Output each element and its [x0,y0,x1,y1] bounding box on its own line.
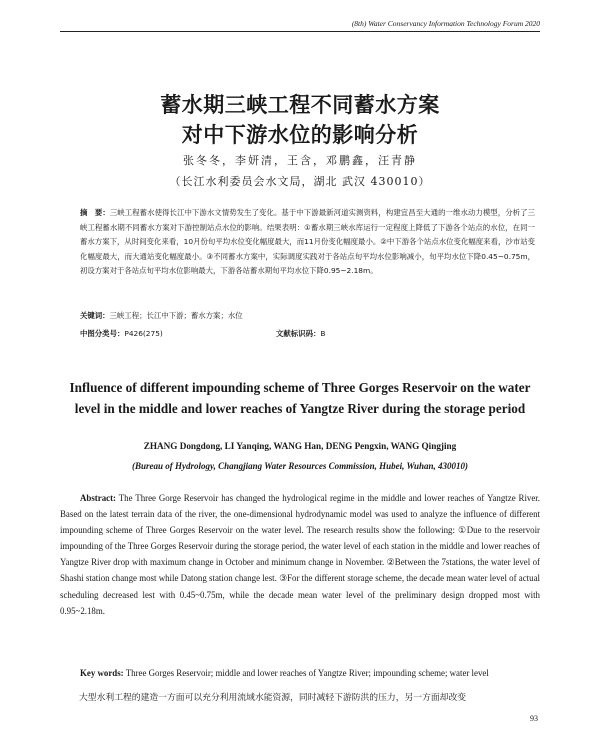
chinese-keywords-text: 三峡工程；长江中下游；蓄水方案；水位 [109,311,243,320]
document-code-label: 文献标识码： [276,329,321,338]
body-text-first-line: 大型水利工程的建造一方面可以充分利用流域水能资源，同时减轻下游防洪的压力，另一方面却改变 [79,693,467,703]
document-code-value: B [320,329,326,338]
chinese-affiliation: （长江水利委员会水文局，湖北 武汉 430010） [169,175,431,188]
english-keywords-label: Key words: [80,668,124,678]
chinese-abstract-text: 三峡工程蓄水使得长江中下游水文情势发生了变化。基于中下游最新河道实测资料，构建宜昌至大通的一维水动力模型，分析了三峡工程蓄水期不同蓄水方案对下游控制站点水位的影响。结果表明：①蓄水期三峡水库运行一定程度上降低了下游各个站点的水位，在同一蓄水方案下，从时间变化来看，10月份旬平均水位变化幅度最大，而11月份变化幅度最小。②中下游各个站点水位变化幅度来看，沙市站变化幅度最大，而大通站变化幅度最小。③不同蓄水方案中，实际调度实践对于各站点旬平均水位影响减小，旬平均水位下降0.45~0.75m，初设方案对于各站点旬平均水位影响最大，下游各站蓄水期旬平均水位下降0.95~2.18m。 [80,208,535,275]
chinese-abstract [80,206,535,279]
chinese-authors: 张冬冬，李妍清，王含，邓鹏鑫，汪青静 [183,154,417,167]
english-abstract [60,490,540,619]
chinese-keywords [80,310,243,321]
chinese-keywords-label: 关键词： [80,311,110,320]
page-number: 93 [530,714,538,723]
classification-value: P426(275) [124,329,163,338]
english-affiliation: (Bureau of Hydrology, Changjiang Water Resources Commission, Hubei, Wuhan, 430010) [132,461,468,471]
chinese-title-line-1: 蓄水期三峡工程不同蓄水方案 [160,93,440,117]
english-authors: ZHANG Dongdong, LI Yanqing, WANG Han, DENG Pengxin, WANG Qingjing [143,441,457,451]
document-code [276,328,325,339]
running-header: (8th) Water Conservancy Information Technology Forum 2020 [351,19,540,28]
chinese-abstract-label: 摘 要： [80,208,110,217]
chinese-classification [80,328,163,339]
header-divider [60,31,540,32]
classification-label: 中图分类号： [80,329,125,338]
english-abstract-text: The Three Gorge Reservoir has changed the hydrological regime in the middle and lower reaches of Yangtze River. Based on the latest terrain data of the river, the one-dimensional hydrodynamic model was used to analyze the influence of different impounding scheme of Three Gorges Reservoir on the water level. The research results show the following: ①Due to the reservoir impounding of the Three Gorges Reservoir during the storage period, the water level of each station in the middle and lower reaches of Yangtze River drop with maximum change in October and minimum change in November. ②Between the 7stations, the water level of Shashi station change most while Datong station change lest. ③For the different storage scheme, the decade mean water level of actual scheduling decreased lest with 0.45~0.75m, while the decade mean water level of the preliminary design dropped most with 0.95~2.18m. [60,493,540,616]
english-title: Influence of different impounding scheme of Three Gorges Reservoir on the water level in the middle and lower reaches of Yangtze River during the storage period [69,380,531,416]
english-keywords-text: Three Gorges Reservoir; middle and lower reaches of Yangtze River; impounding scheme; water level [123,668,489,678]
english-keywords [60,665,540,681]
chinese-title-line-2: 对中下游水位的影响分析 [181,123,419,147]
english-abstract-label: Abstract: [80,493,116,503]
